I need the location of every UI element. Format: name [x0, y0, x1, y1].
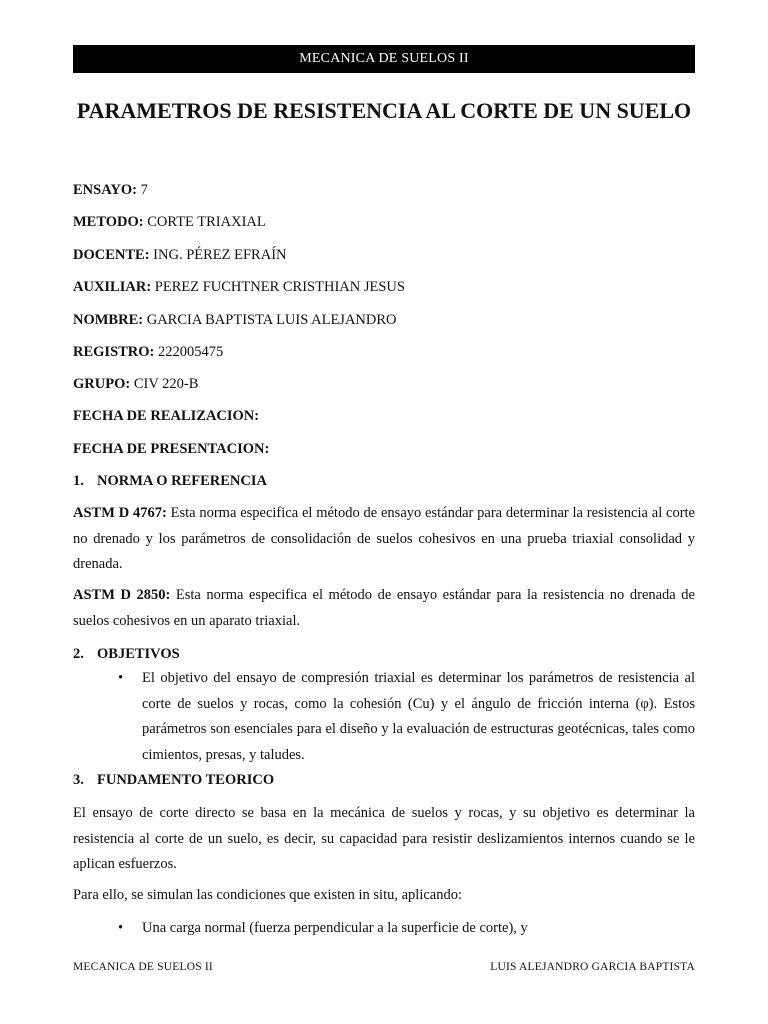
field-nombre [73, 311, 397, 329]
field-label: NOMBRE: [73, 312, 144, 328]
fundamento-bullet-item: Una carga normal (fuerza perpendicular a la superficie de corte), y [142, 920, 528, 936]
field-label: FECHA DE PRESENTACION: [73, 441, 270, 457]
field-ensayo [73, 181, 148, 199]
norma-code: ASTM D 4767: [73, 505, 167, 521]
section-title: OBJETIVOS [97, 646, 180, 662]
objetivo-item: El objetivo del ensayo de compresión triaxial es determinar los parámetros de resistencia al corte de suelos y rocas, como la cohesión (Cu) y el ángulo de fricción interna (φ). Estos parámetros son esenciales para el diseño y la evaluación de estructuras geotécnicas, tales como cimientos, presas, y taludes. [142, 670, 695, 763]
section-heading-fundamento [73, 771, 274, 789]
field-label: REGISTRO: [73, 344, 155, 360]
field-label: DOCENTE: [73, 247, 150, 263]
paragraph-fundamento-1: El ensayo de corte directo se basa en la mecánica de suelos y rocas, y su objetivo es determinar la resistencia al corte de un suelo, es decir, su capacidad para resistir deslizamientos internos cuando se le aplican esfuerzos. [73, 805, 695, 872]
norma-text: Esta norma especifica el método de ensayo estándar para la resistencia no drenada de suelos cohesivos en un aparato triaxial. [73, 587, 695, 629]
field-metodo [73, 213, 266, 231]
paragraph-fundamento-2: Para ello, se simulan las condiciones que existen in situ, aplicando: [73, 887, 462, 903]
field-value: GARCIA BAPTISTA LUIS ALEJANDRO [146, 312, 397, 328]
footer-author: LUIS ALEJANDRO GARCIA BAPTISTA [490, 961, 695, 973]
field-auxiliar [73, 278, 405, 296]
field-registro [73, 343, 223, 361]
bullet-marker: • [118, 670, 124, 686]
field-value: 7 [140, 182, 148, 198]
norma-text: Esta norma especifica el método de ensayo estándar para determinar la resistencia al corte no drenado y los parámetros de consolidación de suelos cohesivos en una prueba triaxial consolidad y drenada. [73, 505, 695, 572]
document-title: PARAMETROS DE RESISTENCIA AL CORTE DE UN SUELO [76, 98, 692, 123]
section-title: FUNDAMENTO TEORICO [97, 772, 275, 788]
section-heading-norma [73, 472, 267, 490]
page-header-bar: MECANICA DE SUELOS II [73, 45, 695, 73]
paragraph-astm-4767 [73, 501, 695, 578]
bullet-marker: • [118, 920, 124, 936]
field-fecha-presentacion [73, 440, 269, 458]
field-label: FECHA DE REALIZACION: [73, 408, 260, 424]
section-number: 3. [73, 772, 84, 788]
field-value: ING. PÉREZ EFRAÍN [153, 247, 287, 263]
section-heading-objetivos [73, 645, 180, 663]
paragraph-astm-2850 [73, 583, 695, 634]
section-title: NORMA O REFERENCIA [97, 473, 267, 489]
footer-course: MECANICA DE SUELOS II [73, 961, 213, 973]
field-value: CIV 220-B [133, 376, 199, 392]
field-label: ENSAYO: [73, 182, 137, 198]
field-fecha-realizacion [73, 407, 259, 425]
field-label: GRUPO: [73, 376, 131, 392]
field-value: 222005475 [158, 344, 224, 360]
field-label: METODO: [73, 214, 144, 230]
field-value: PEREZ FUCHTNER CRISTHIAN JESUS [154, 279, 405, 295]
norma-code: ASTM D 2850: [73, 587, 171, 603]
field-grupo [73, 375, 198, 393]
field-label: AUXILIAR: [73, 279, 152, 295]
section-number: 1. [73, 473, 84, 489]
field-value: CORTE TRIAXIAL [147, 214, 266, 230]
field-docente [73, 246, 287, 264]
section-number: 2. [73, 646, 84, 662]
